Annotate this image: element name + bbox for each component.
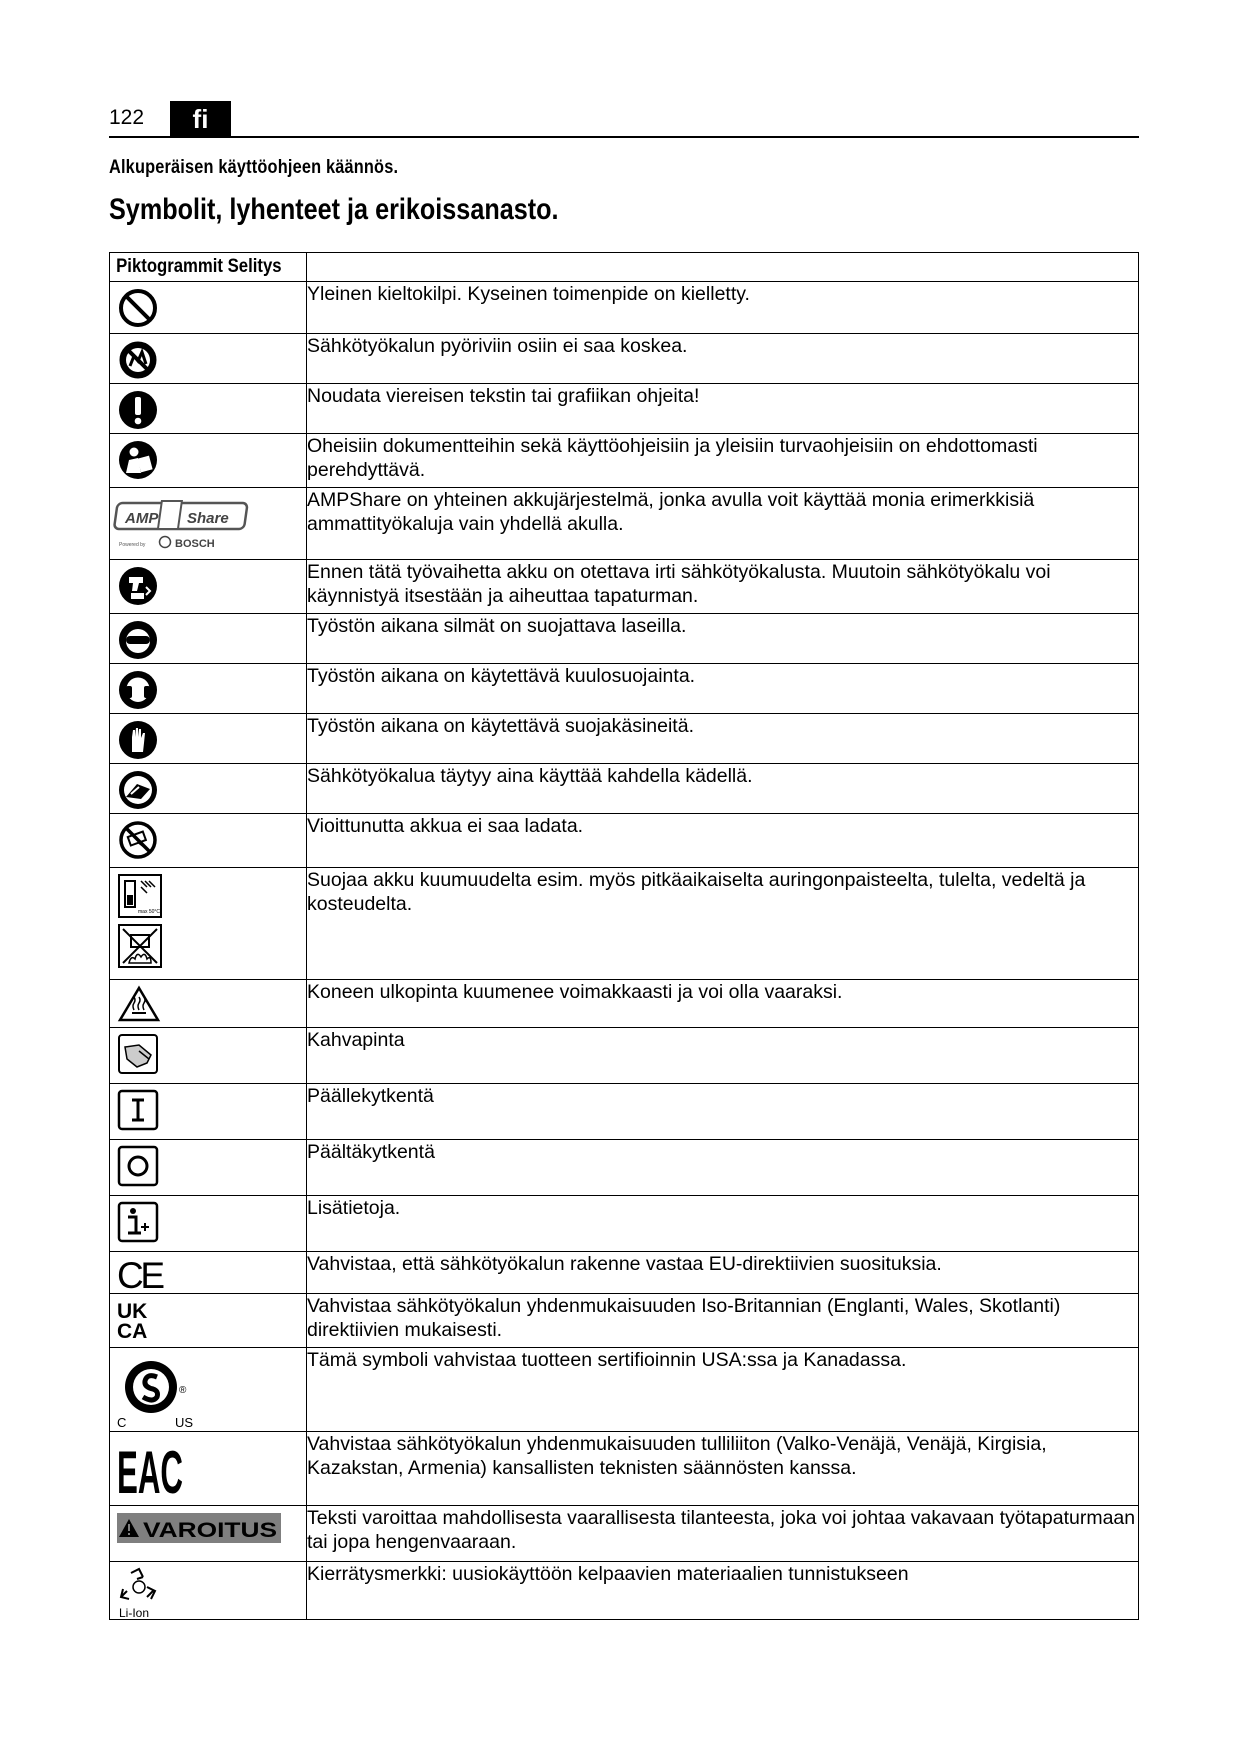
- battery-fire-water-icon: [110, 919, 306, 969]
- hearing-protection-icon: [110, 664, 306, 711]
- csa-us-text: US: [175, 1415, 194, 1430]
- warning-label-text: VAROITUS: [143, 1519, 277, 1542]
- table-row: [110, 1294, 1139, 1348]
- row-text: Kierrätysmerkki: uusiokäyttöön kelpaavien materiaalien tunnistukseen: [307, 1562, 1139, 1620]
- switch-on-icon: [110, 1084, 306, 1131]
- table-row: [110, 1252, 1139, 1294]
- csa-registered-text: ®: [179, 1385, 187, 1396]
- ce-text: CE: [117, 1255, 165, 1296]
- table-row: [110, 282, 1139, 334]
- row-text: Työstön aikana on käytettävä suojakäsineitä.: [307, 714, 1139, 764]
- table-row: [110, 1084, 1139, 1140]
- switch-off-icon: [110, 1140, 306, 1187]
- language-tab: fi: [170, 101, 231, 137]
- table-row: [110, 1140, 1139, 1196]
- table-row: [110, 334, 1139, 384]
- table-header-row: [110, 253, 1139, 282]
- table-row: [110, 868, 1139, 980]
- share-text: Share: [187, 510, 229, 527]
- table-row: [110, 1432, 1139, 1506]
- ce-mark-icon: [110, 1252, 306, 1296]
- amp-text: AMP: [125, 510, 159, 527]
- table-row: [110, 764, 1139, 814]
- ukca-top-text: UK: [117, 1300, 148, 1323]
- table-row: [110, 814, 1139, 868]
- row-text: Vioittunutta akkua ei saa ladata.: [307, 814, 1139, 868]
- powered-by-text: Powered by: [119, 542, 146, 548]
- table-row: [110, 1562, 1139, 1620]
- table-row: [110, 614, 1139, 664]
- row-text: Ennen tätä työvaihetta akku on otettava irti sähkötyökalusta. Muutoin sähkötyökalu voi käynnistyä itsestään ja aiheuttaa tapaturman.: [307, 560, 1139, 614]
- row-text: Työstön aikana on käytettävä kuulosuojainta.: [307, 664, 1139, 714]
- row-text: Vahvistaa, että sähkötyökalun rakenne vastaa EU-direktiivien suosituksia.: [307, 1252, 1139, 1294]
- header-pictograms-label: Piktogrammit: [116, 256, 224, 277]
- header-cell-explanation: [307, 253, 1139, 282]
- table-row: [110, 488, 1139, 560]
- row-text: Sähkötyökalun pyöriviin osiin ei saa koskea.: [307, 334, 1139, 384]
- header-explanation-label: Selitys: [227, 256, 282, 277]
- csa-mark-icon: [110, 1348, 306, 1429]
- battery-heat-icon: [110, 868, 306, 919]
- remove-battery-icon: [110, 560, 306, 607]
- row-text: Työstön aikana silmät on suojattava laseilla.: [307, 614, 1139, 664]
- row-text: Teksti varoittaa mahdollisesta vaarallisesta tilanteesta, joka voi johtaa vakavaan työtapaturmaan tai jopa hengenvaaraan.: [307, 1506, 1139, 1562]
- table-row: [110, 1028, 1139, 1084]
- row-text: Tämä symboli vahvistaa tuotteen sertifioinnin USA:ssa ja Kanadassa.: [307, 1348, 1139, 1432]
- max-temp-label: max 50°C: [138, 909, 161, 915]
- protective-gloves-icon: [110, 714, 306, 761]
- document-subtitle: Alkuperäisen käyttöohjeen käännös.: [109, 157, 399, 178]
- two-hands-icon: [110, 764, 306, 811]
- eac-text: EAC: [117, 1439, 183, 1506]
- header-cell-pictograms: [110, 253, 307, 282]
- table-row: [110, 664, 1139, 714]
- table-row: [110, 1196, 1139, 1252]
- row-text: Koneen ulkopinta kuumenee voimakkaasti ja voi olla vaaraksi.: [307, 980, 1139, 1028]
- safety-glasses-icon: [110, 614, 306, 661]
- hot-surface-icon: [110, 980, 306, 1023]
- grip-surface-icon: [110, 1028, 306, 1075]
- table-row: [110, 980, 1139, 1028]
- row-text: Noudata viereisen tekstin tai grafiikan ohjeita!: [307, 384, 1139, 434]
- warning-label-icon: [110, 1506, 306, 1545]
- page-title: Symbolit, lyhenteet ja erikoissanasto.: [109, 193, 559, 226]
- row-text: Lisätietoja.: [307, 1196, 1139, 1252]
- ukca-bottom-text: CA: [117, 1320, 148, 1343]
- table-row: [110, 434, 1139, 488]
- row-text: Päältäkytkentä: [307, 1140, 1139, 1196]
- header-rule: [109, 136, 1139, 138]
- bosch-text: BOSCH: [175, 538, 215, 550]
- table-row: [110, 714, 1139, 764]
- do-not-touch-rotating-parts-icon: [110, 334, 306, 381]
- ampshare-logo: [110, 488, 306, 551]
- recycling-li-ion-icon: [110, 1562, 306, 1619]
- csa-c-text: C: [117, 1415, 127, 1430]
- row-text: Vahvistaa sähkötyökalun yhdenmukaisuuden Iso-Britannian (Englanti, Wales, Skotlanti) direktiivien mukaisesti.: [307, 1294, 1139, 1348]
- row-text: Oheisiin dokumentteihin sekä käyttöohjeisiin ja yleisiin turvaohjeisiin on ehdottomasti perehdyttävä.: [307, 434, 1139, 488]
- page-number: 122: [109, 106, 145, 129]
- row-text: Kahvapinta: [307, 1028, 1139, 1084]
- no-charging-damaged-battery-icon: [110, 814, 306, 861]
- read-manual-icon: [110, 434, 306, 481]
- ukca-mark-icon: [110, 1294, 306, 1341]
- table-row: [110, 560, 1139, 614]
- li-ion-label: Li-Ion: [119, 1606, 150, 1620]
- table-row: [110, 1506, 1139, 1562]
- table-row: [110, 1348, 1139, 1432]
- info-icon: [110, 1196, 306, 1243]
- symbols-table: [109, 252, 1139, 1620]
- eac-mark-icon: [110, 1432, 306, 1506]
- row-text: Yleinen kieltokilpi. Kyseinen toimenpide on kielletty.: [307, 282, 1139, 334]
- row-text: Päällekytkentä: [307, 1084, 1139, 1140]
- exclamation-icon: [110, 384, 306, 431]
- row-text: Vahvistaa sähkötyökalun yhdenmukaisuuden tulliliiton (Valko-Venäjä, Venäjä, Kirgisia, Kazakstan, Armenia) kansallisten teknisten säännösten kanssa.: [307, 1432, 1139, 1506]
- row-text: AMPShare on yhteinen akkujärjestelmä, jonka avulla voit käyttää monia erimerkkisiä ammattityökaluja vain yhdellä akulla.: [307, 488, 1139, 560]
- row-text: Suojaa akku kuumuudelta esim. myös pitkäaikaiselta auringonpaisteelta, tulelta, vedeltä ja kosteudelta.: [307, 868, 1139, 980]
- row-text: Sähkötyökalua täytyy aina käyttää kahdella kädellä.: [307, 764, 1139, 814]
- prohibition-icon: [110, 282, 306, 329]
- table-row: [110, 384, 1139, 434]
